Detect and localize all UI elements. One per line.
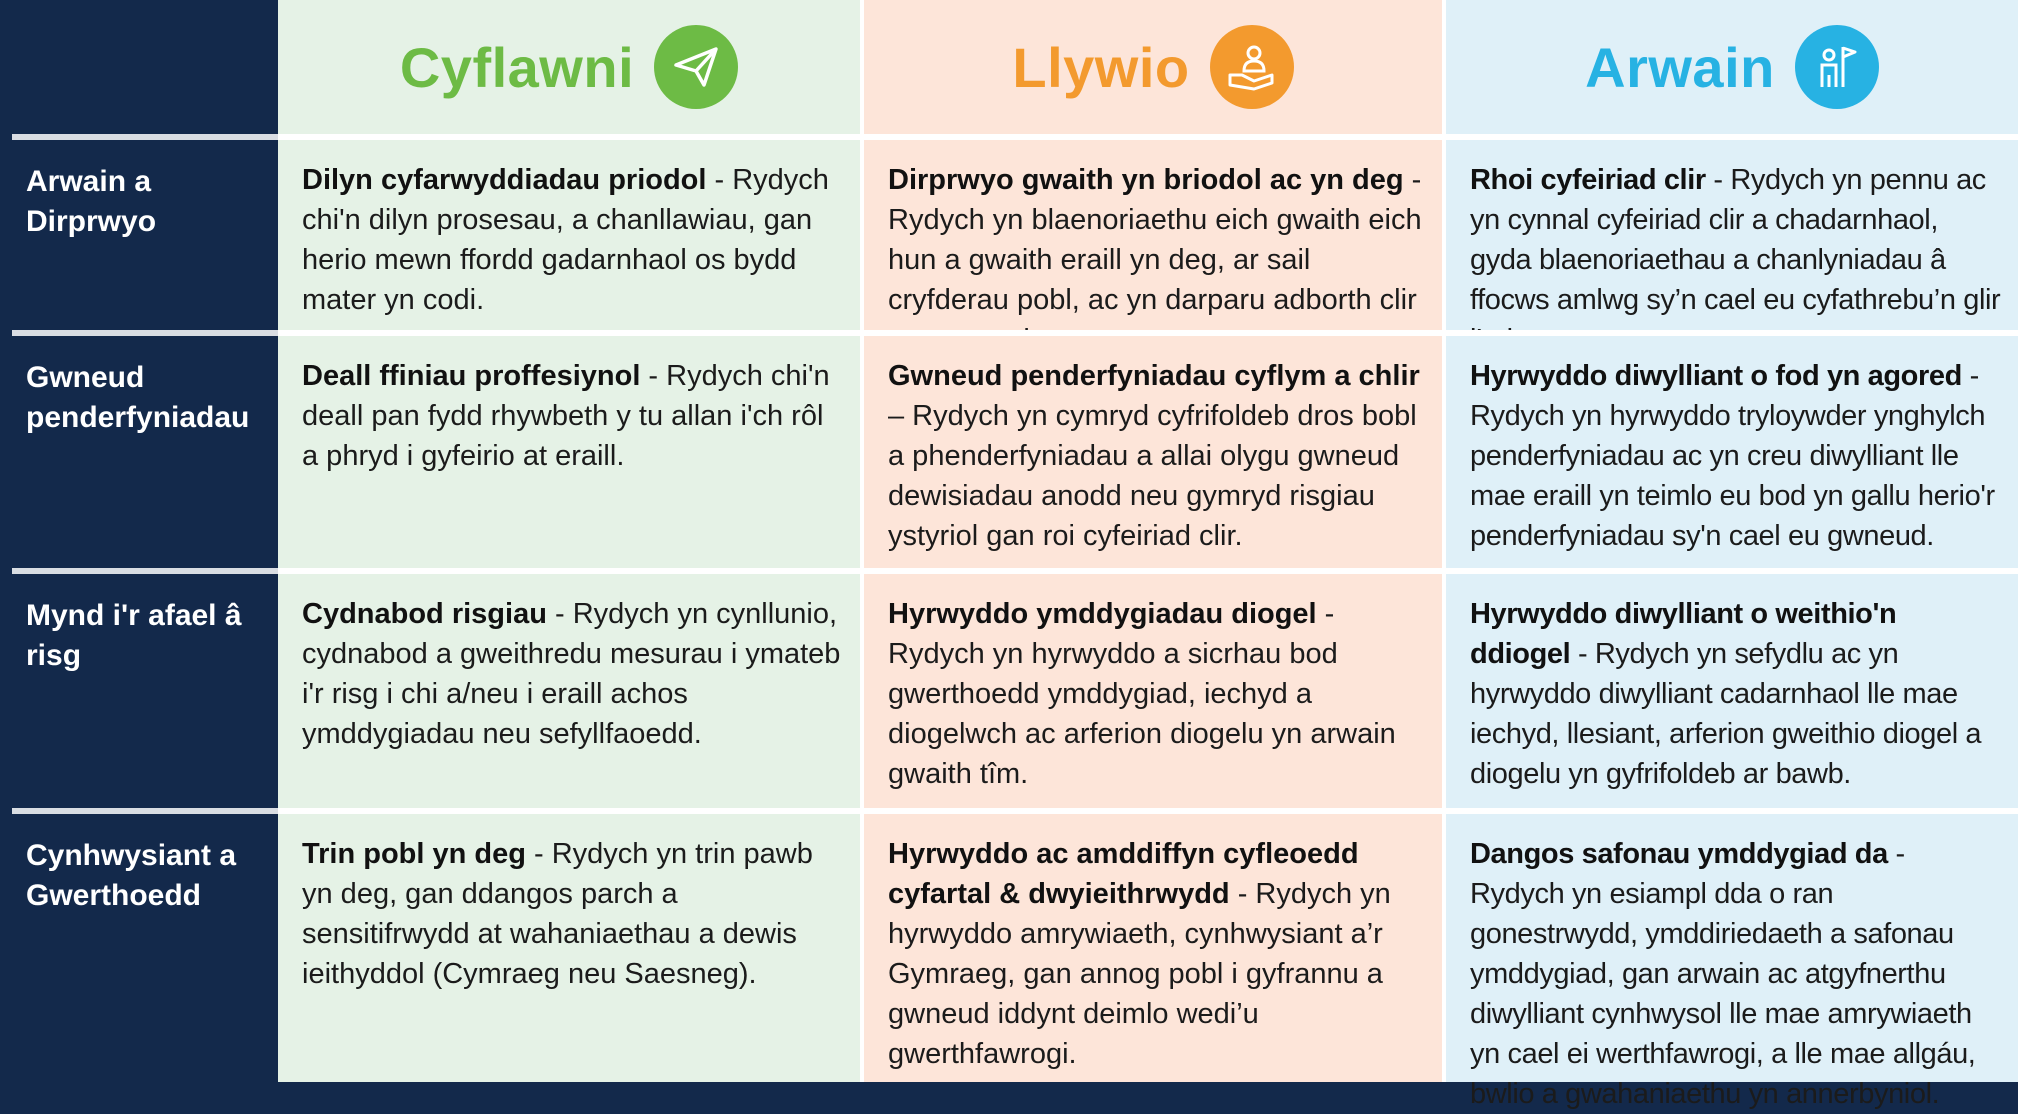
- cell-heading: Hyrwyddo ymddygiadau diogel: [888, 598, 1317, 630]
- table-cell: [278, 568, 860, 808]
- cell-heading: Hyrwyddo ac amddiffyn cyfleoedd cyfartal & dwyieithrwydd: [888, 838, 1359, 910]
- cell-heading: Trin pobl yn deg: [302, 838, 526, 870]
- cell-heading: Rhoi cyfeiriad clir: [1470, 164, 1706, 196]
- cell-text: - Rydych yn hyrwyddo amrywiaeth, cynhwysiant a’r Gymraeg, gan annog pobl i gyfrannu a gwneud iddynt deimlo wedi’u gwerthfawrogi.: [888, 878, 1391, 1070]
- hand-person-icon: [1210, 25, 1294, 109]
- cell-text: - Rydych yn hyrwyddo a sicrhau bod gwerthoedd ymddygiad, iechyd a diogelwch ac arferion diogelu yn arwain gwaith tîm.: [888, 598, 1396, 790]
- table-cell: [1442, 808, 2018, 1110]
- column-title: Arwain: [1585, 35, 1775, 99]
- person-flag-icon: [1795, 25, 1879, 109]
- cell-text: - Rydych yn pennu ac yn cynnal cyfeiriad clir a chadarnhaol, gyda blaenoriaethau a chanlyniadau â ffocws amlwg sy’n cael eu cyfathrebu’n glir: [1470, 164, 2001, 316]
- cell-text: - Rydych yn hyrwyddo tryloywder ynghylch penderfyniadau ac yn creu diwylliant lle mae eraill yn teimlo eu bod yn gallu herio'r penderfyniadau sy'n cael eu gwneud.: [1470, 360, 1995, 552]
- table-cell: [278, 330, 860, 568]
- cell-text: - Rydych yn trin pawb yn deg, gan ddangos parch a sensitifrwydd at wahaniaethau a dewis ieithyddol (Cymraeg neu Saesneg).: [302, 838, 813, 990]
- cell-heading: Dilyn cyfarwyddiadau priodol: [302, 164, 707, 196]
- row-label-gwneud-penderfyniadau: Gwneud penderfyniadau: [12, 330, 278, 568]
- row-label-mynd-ir-afael-a-risg: Mynd i'r afael â risg: [12, 568, 278, 808]
- table-corner: [0, 0, 278, 134]
- column-header-cyflawni: [278, 0, 860, 134]
- table-cell: [278, 134, 860, 330]
- cell-heading: Dirprwyo gwaith yn briodol ac yn deg: [888, 164, 1404, 196]
- cell-text: - Rydych yn cynllunio, cydnabod a gweithredu mesurau i ymateb i'r risg i chi a/neu i eraill achos ymddygiadau neu sefyllfaoedd.: [302, 598, 841, 750]
- row-label-cynhwysiant-gwerthoedd: Cynhwysiant a Gwerthoedd: [12, 808, 278, 1082]
- cell-heading: Deall ffiniau proffesiynol: [302, 360, 641, 392]
- table-cell: [1442, 134, 2018, 330]
- cell-heading: Hyrwyddo diwylliant o fod yn agored: [1470, 360, 1962, 392]
- cell-text: - Rydych yn esiampl dda o ran gonestrwydd, ymddiriedaeth a safonau ymddygiad, gan arwain ac atgyfnerthu diwylliant cynhwysol lle mae amrywiaeth yn cael ei werthfawrogi, a lle mae allgáu, bwlio a gwahaniaethu yn annerbyniol.: [1470, 838, 1976, 1110]
- table-cell: [860, 134, 1442, 330]
- column-header-llywio: [860, 0, 1442, 134]
- paper-plane-icon: [654, 25, 738, 109]
- table-cell: [1442, 568, 2018, 808]
- cell-text: - Rydych yn sefydlu ac yn hyrwyddo diwylliant cadarnhaol lle mae iechyd, llesiant, arferion gweithio diogel a diogelu yn gyfrifoldeb ar bawb.: [1470, 638, 1982, 790]
- table-cell: [860, 568, 1442, 808]
- column-title: Llywio: [1012, 35, 1190, 99]
- cell-heading: Cydnabod risgiau: [302, 598, 547, 630]
- cell-heading: Hyrwyddo diwylliant o weithio'n ddiogel: [1470, 598, 1897, 670]
- table-cell: [860, 330, 1442, 568]
- row-label-arwain-dirprwyo: Arwain a Dirprwyo: [12, 134, 278, 330]
- cell-heading: Gwneud penderfyniadau cyflym a chlir: [888, 360, 1420, 392]
- cell-text: - Rydych chi'n deall pan fydd rhywbeth y tu allan i'ch rôl a phryd i gyfeirio at eraill.: [302, 360, 830, 472]
- cell-heading: Dangos safonau ymddygiad da: [1470, 838, 1888, 870]
- cell-text: – Rydych yn cymryd cyfrifoldeb dros bobl a phenderfyniadau a allai olygu gwneud dewisiadau anodd neu gymryd risgiau ystyriol gan roi cyfeiriad clir.: [888, 400, 1417, 552]
- column-title: Cyflawni: [399, 35, 635, 99]
- cell-text: - Rydych yn blaenoriaethu eich gwaith eich hun a gwaith eraill yn deg, ar sail cryfderau pobl, ac yn darparu adborth clir: [888, 164, 1422, 316]
- table-cell: [278, 808, 860, 1082]
- cell-text: - Rydych chi'n dilyn prosesau, a chanllawiau, gan herio mewn ffordd gadarnhaol os bydd mater yn codi.: [302, 164, 829, 316]
- table-cell: [860, 808, 1442, 1082]
- column-header-arwain: [1442, 0, 2018, 134]
- table-cell: [1442, 330, 2018, 568]
